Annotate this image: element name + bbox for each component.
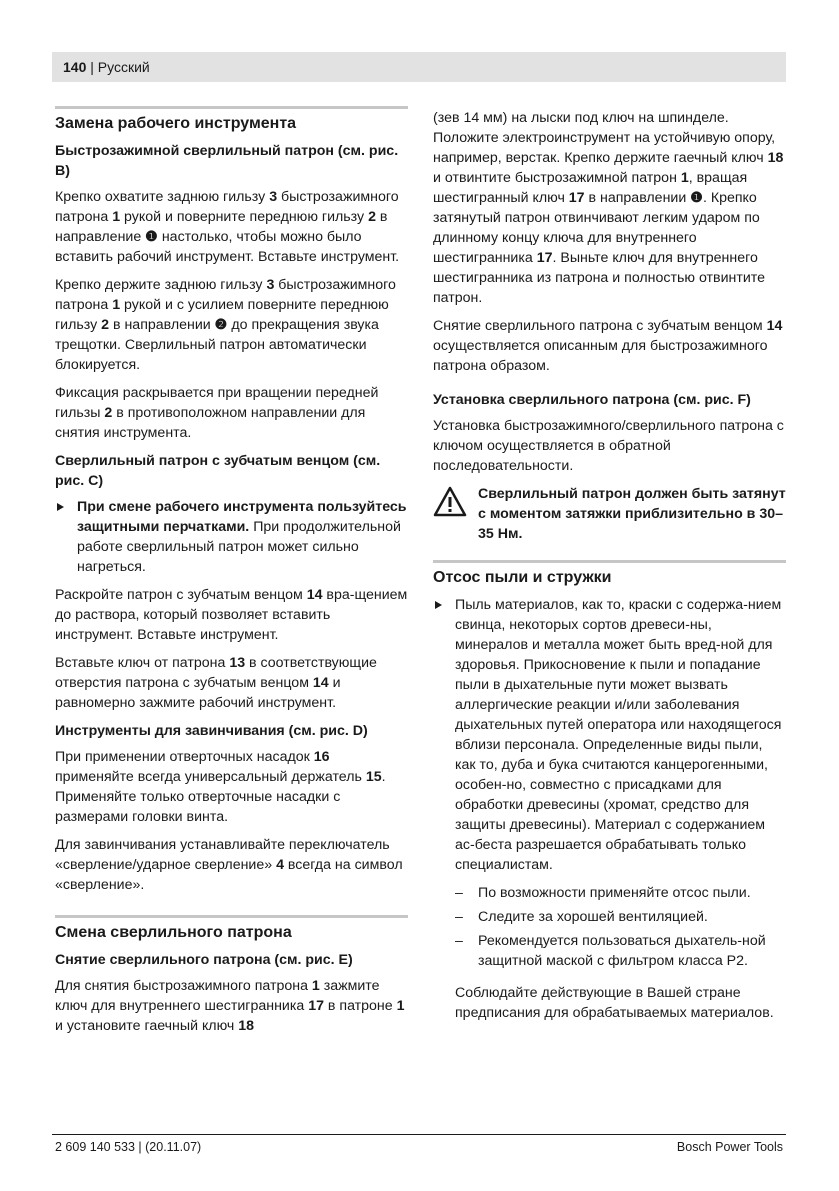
header-separator: |: [86, 59, 98, 75]
right-column: [433, 108, 786, 1031]
bullet-item: [433, 595, 786, 875]
bold-ref: 1: [112, 297, 121, 313]
dash-icon: –: [455, 933, 463, 949]
paragraph: Соблюдайте действующие в Вашей стране предписания для обрабатываемых материалов.: [455, 985, 774, 1021]
dash-icon: –: [455, 885, 463, 901]
subheading-chuck-removal: Снятие сверлильного патрона (см. рис. E): [55, 952, 353, 968]
header-bar: [52, 52, 786, 82]
bold-ref: 13: [229, 655, 246, 671]
bold-ref: 2: [101, 317, 110, 333]
paragraph: Установка быстрозажимного/сверлильного патрона с ключом осуществляется в обратной последовательности.: [433, 418, 784, 474]
bold-ref: 2: [104, 405, 113, 421]
subheading-chuck-install: Установка сверлильного патрона (см. рис. F): [433, 392, 751, 408]
footer-brand: Bosch Power Tools: [676, 1140, 783, 1154]
paragraph: Вставьте ключ от патрона 13 в соответствующие отверстия патрона с зубчатым венцом 14 и равномерно зажмите рабочий инструмент.: [55, 655, 377, 711]
dash-text: Следите за хорошей вентиляцией.: [478, 909, 708, 925]
paragraph: Раскройте патрон с зубчатым венцом 14 вра-щением до раствора, который позволяет вставить инструмент. Вставьте инструмент.: [55, 587, 408, 643]
paragraph: Для завинчивания устанавливайте переключатель «сверление/ударное сверление» 4 всегда на символ «сверление».: [55, 837, 403, 893]
bullet-item: [55, 497, 408, 577]
section-title-dust-extraction: Отсос пыли и стружки: [433, 569, 612, 586]
bold-ref: 14: [312, 675, 329, 691]
paragraph: Крепко держите заднюю гильзу 3 быстрозажимного патрона 1 рукой и с усилием поверните переднюю гильзу 2 в направлении ❷ до прекращения звука трещотки. Сверлильный патрон автоматически блокируется.: [55, 277, 396, 373]
paragraph: Для снятия быстрозажимного патрона 1 зажмите ключ для внутреннего шестигранника 17 в патроне 1 и установите гаечный ключ 18: [55, 978, 405, 1034]
page-header: [63, 59, 150, 75]
bold-ref: ❶: [690, 190, 703, 206]
dash-text: Рекомендуется пользоваться дыхатель-ной защитной маской с фильтром класса P2.: [478, 933, 766, 969]
left-column: [55, 106, 408, 1044]
warning-triangle-icon: [433, 486, 467, 518]
subheading-keyless-chuck: Быстрозажимной сверлильный патрон (см. рис. B): [55, 143, 399, 179]
dash-icon: –: [455, 909, 463, 925]
page-number: 140: [63, 59, 87, 75]
bold-ref: 1: [680, 170, 689, 186]
bullet-triangle-icon: [57, 503, 64, 511]
bold-ref: 14: [306, 587, 323, 603]
bold-ref: 14: [766, 318, 783, 334]
warning-text: Сверлильный патрон должен быть затянут с моментом затяжки приблизительно в 30–35 Нм.: [478, 486, 786, 542]
warning-block: [433, 484, 786, 544]
footer-rule: [52, 1134, 786, 1135]
section-title-chuck-change: Смена сверлильного патрона: [55, 924, 292, 941]
bold-ref: 3: [269, 189, 278, 205]
bold-ref: 16: [313, 749, 330, 765]
paragraph: Снятие сверлильного патрона с зубчатым венцом 14 осуществляется описанным для быстрозажимного патрона образом.: [433, 318, 783, 374]
paragraph: При применении отверточных насадок 16 применяйте всегда универсальный держатель 15. Применяйте только отверточные насадки с размерами головки винта.: [55, 749, 386, 825]
bold-ref: 17: [568, 190, 585, 206]
subheading-screwdriving: Инструменты для завинчивания (см. рис. D): [55, 723, 368, 739]
bold-ref: При смене рабочего инструмента пользуйтесь защитными перчатками.: [77, 499, 407, 535]
bold-ref: 18: [238, 1018, 255, 1034]
bold-ref: ❶: [145, 229, 158, 245]
dash-item: [433, 883, 786, 903]
page-language: Русский: [97, 59, 150, 75]
paragraph: Фиксация раскрывается при вращении передней гильзы 2 в противоположном направлении для снятия инструмента.: [55, 385, 379, 441]
bold-ref: 1: [396, 998, 405, 1014]
bold-ref: 2: [368, 209, 376, 225]
dash-item: [433, 907, 786, 927]
section-rule: [55, 106, 408, 109]
bold-ref: 3: [266, 277, 275, 293]
bold-ref: 1: [311, 978, 320, 994]
bold-ref: 17: [536, 250, 553, 266]
bullet-text: Пыль материалов, как то, краски с содержа-нием свинца, некоторых сортов древеси-ны, минералов и металла может быть вред-ной для здоровья. Прикосновение к пыли и попадание пыли в дыхательные пути может вызвать аллергические реакции и/или заболевания дыхательных путей оператора или находящегося вблизи персонала. Определенные виды пыли, как то, дуба и бука считаются канцерогенными, особен-но, совместно с присадками для обработки древесины (хромат, средство для защиты древесины). Материал с содержанием ас-беста разрешается обрабатывать только специалистам.: [455, 597, 782, 873]
section-rule: [433, 560, 786, 563]
bullet-triangle-icon: [435, 601, 442, 609]
bold-ref: 15: [365, 769, 382, 785]
bold-ref: 1: [112, 209, 121, 225]
bold-ref: 4: [276, 857, 284, 873]
bold-ref: 18: [767, 150, 784, 166]
paragraph: (зев 14 мм) на лыски под ключ на шпинделе. Положите электроинструмент на устойчивую опору, например, верстак. Крепко держите гаечный ключ 18 и отвинтите быстрозажимной патрон 1, вращая шестигранный ключ 17 в направлении ❶. Крепко затянутый патрон отвинчивают легким ударом по длинному концу ключа для внутреннего шестигранника 17. Выньте ключ для внутреннего шестигранника из патрона и полностью отвинтите патрон.: [433, 110, 784, 306]
footer-doc-number: 2 609 140 533 | (20.11.07): [55, 1140, 202, 1154]
dash-item: [433, 931, 786, 971]
section-title-tool-change: Замена рабочего инструмента: [55, 115, 297, 132]
section-rule: [55, 915, 408, 918]
paragraph: Крепко охватите заднюю гильзу 3 быстрозажимного патрона 1 рукой и поверните переднюю гильзу 2 в направление ❶ настолько, чтобы можно было вставить рабочий инструмент. Вставьте инструмент.: [55, 189, 400, 265]
bold-ref: 17: [308, 998, 324, 1014]
subheading-keyed-chuck: Сверлильный патрон с зубчатым венцом (см. рис. C): [55, 453, 381, 489]
dash-text: По возможности применяйте отсос пыли.: [478, 885, 751, 901]
bold-ref: ❷: [214, 317, 228, 333]
bullet-text: При смене рабочего инструмента пользуйтесь защитными перчатками. При продолжительной работе сверлильный патрон может сильно нагреться.: [77, 499, 407, 575]
